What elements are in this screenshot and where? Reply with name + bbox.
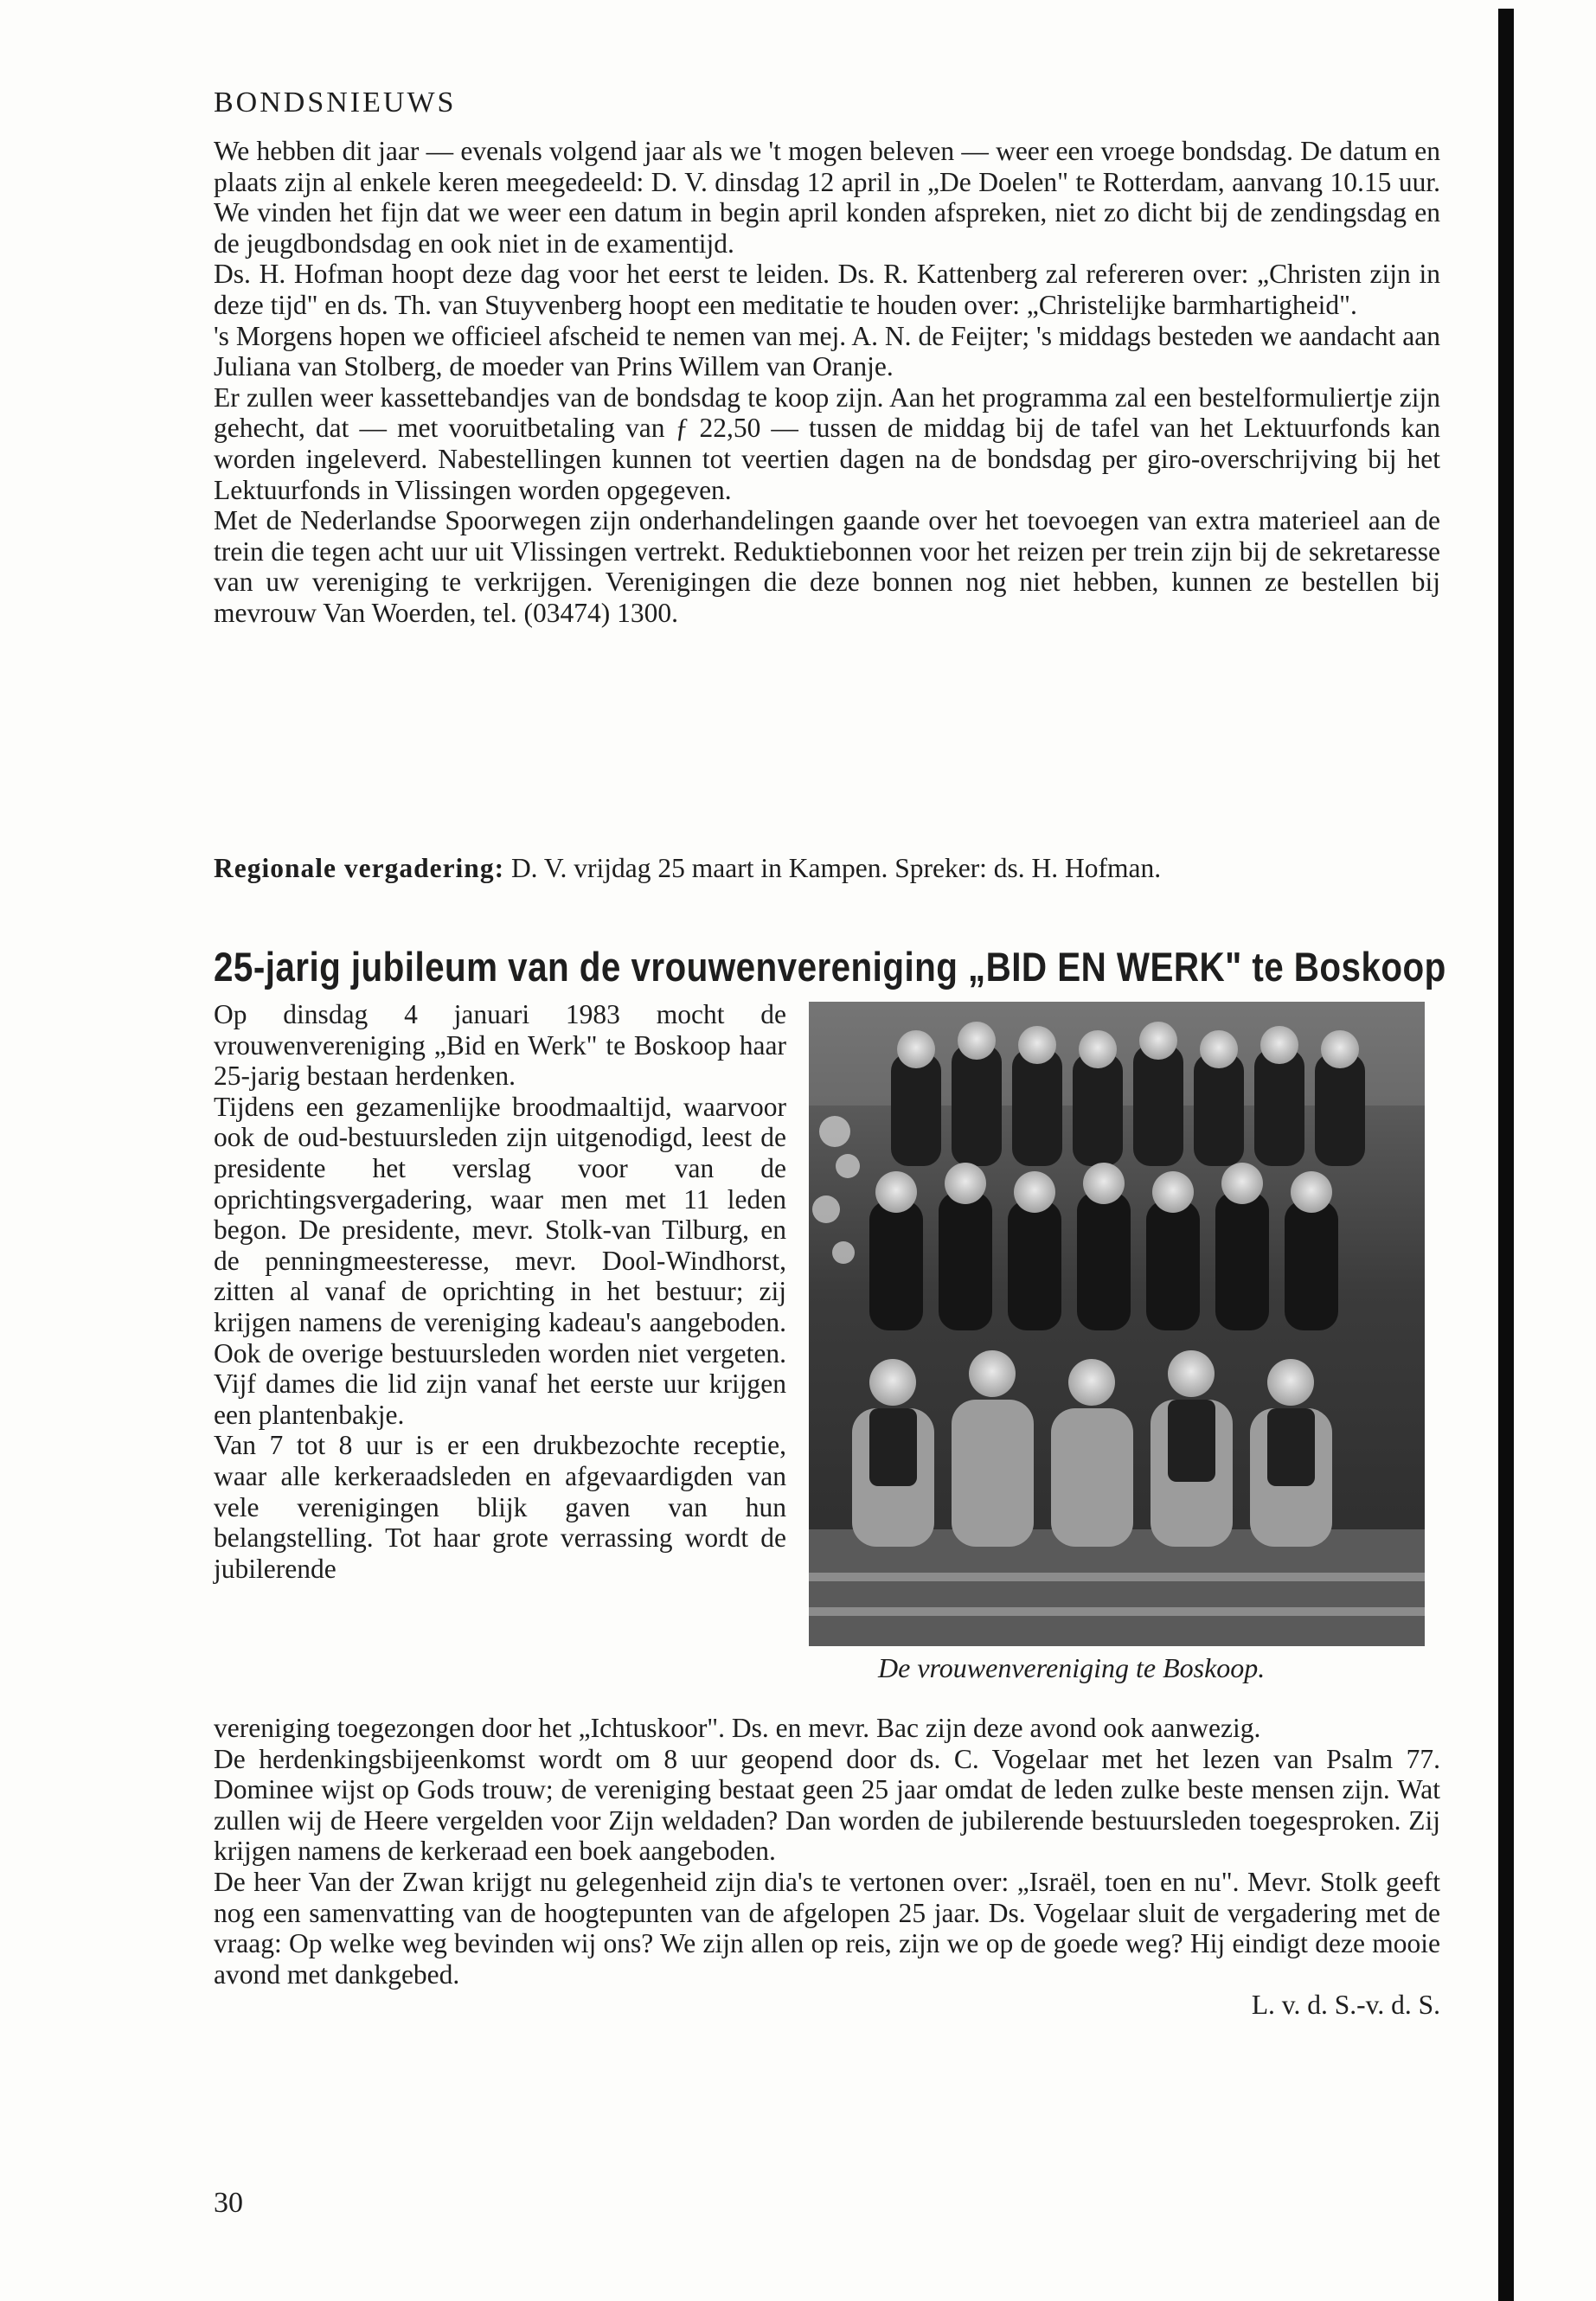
bondsnieuws-paragraph: Met de Nederlandse Spoorwegen zijn onderhandelingen gaande over het toevoegen van extra materieel aan de trein die tegen acht uur uit Vlissingen vertrekt. Reduktiebonnen voor het reizen per trein zijn bij de sekretaresse van uw vereniging te verkrijgen. Verenigingen die deze bonnen nog niet hebben, kunnen ze bestellen bij mevrouw Van Woerden, tel. (03474) 1300. bbox=[214, 505, 1440, 628]
group-photo-image bbox=[809, 1002, 1425, 1646]
article-paragraph: De herdenkingsbijeenkomst wordt om 8 uur geopend door ds. C. Vogelaar met het lezen van Psalm 77. Dominee wijst op Gods trouw; de vereniging bestaat geen 25 jaar omdat de leden zulke beste mensen zijn. Wat zullen wij de Heere vergelden voor Zijn weldaden? Dan worden de jubilerende bestuursleden toegesproken. Zij krijgen namens de kerkeraad een boek aangeboden. bbox=[214, 1743, 1440, 1867]
article-paragraph: vereniging toegezongen door het „Ichtuskoor". Ds. en mevr. Bac zijn deze avond ook aanwezig. bbox=[214, 1713, 1261, 1743]
page-number: 30 bbox=[214, 2187, 243, 2219]
bondsnieuws-paragraph: Ds. H. Hofman hoopt deze dag voor het eerst te leiden. Ds. R. Kattenberg zal refereren over: „Christen zijn in deze tijd" en ds. Th. van Stuyvenberg hoopt een meditatie te houden over: „Christelijke barmhartigheid". bbox=[214, 259, 1440, 320]
section-title: BONDSNIEUWS bbox=[214, 87, 457, 119]
bondsnieuws-paragraph: We hebben dit jaar — evenals volgend jaar als we 't mogen beleven — weer een vroege bondsdag. De datum en plaats zijn al enkele keren meegedeeld: D. V. dinsdag 12 april in „De Doelen" te Rotterdam, aanvang 10.15 uur. We vinden het fijn dat we weer een datum in begin april konden afspreken, niet zo dicht bij de zendingsdag en de jeugdbondsdag en ook niet in de examentijd. bbox=[214, 136, 1440, 259]
bondsnieuws-paragraph: Er zullen weer kassettebandjes van de bondsdag te koop zijn. Aan het programma zal een bestelformuliertje zijn gehecht, dat — met vooruitbetaling van ƒ 22,50 — tussen de middag bij de tafel van het Lektuurfonds kan worden ingeleverd. Nabestellingen kunnen tot veertien dagen na de bondsdag per giro-overschrijving bij het Lektuurfonds in Vlissingen worden opgegeven. bbox=[214, 381, 1440, 505]
article-paragraph: Tijdens een gezamenlijke broodmaaltijd, waarvoor ook de oud-bestuursleden zijn uitgenodigd, leest de presidente het verslag voor van de oprichtingsvergadering, waar men met 11 leden begon. De presidente, mevr. Stolk-van Tilburg, en de penningmeesteresse, mevr. Dool-Windhorst, zitten al vanaf de oprichting in het bestuur; zij krijgen namens de vereniging kadeau's aangeboden. Ook de overige bestuursleden worden niet vergeten. Vijf dames die lid zijn vanaf het eerste uur krijgen een plantenbakje. bbox=[214, 1091, 786, 1430]
bondsnieuws-body bbox=[214, 136, 1440, 629]
regional-meeting bbox=[214, 853, 1440, 884]
article-paragraph: De heer Van der Zwan krijgt nu gelegenheid zijn dia's te vertonen over: „Israël, toen en nu". Mevr. Stolk geeft nog een samenvatting van de hoogtepunten van de afgelopen 25 jaar. Ds. Vogelaar sluit de vergadering met de vraag: Op welke weg bevinden wij ons? We zijn allen op reis, zijn we op de goede weg? Hij eindigt deze mooie avond met dankgebed. bbox=[214, 1866, 1440, 1990]
signature: L. v. d. S.-v. d. S. bbox=[1251, 1990, 1440, 2021]
article-column bbox=[214, 999, 786, 1584]
regional-meeting-text: D. V. vrijdag 25 maart in Kampen. Spreker: ds. H. Hofman. bbox=[504, 853, 1162, 883]
article-paragraph: Op dinsdag 4 januari 1983 mocht de vrouwenvereniging „Bid en Werk" te Boskoop haar 25-jarig bestaan herdenken. bbox=[214, 999, 786, 1092]
article-title: 25-jarig jubileum van de vrouwenvereniging „BID EN WERK" te Boskoop bbox=[214, 944, 1446, 990]
article-paragraph: Van 7 tot 8 uur is er een drukbezochte receptie, waar alle kerkeraadsleden en afgevaardigden van vele verenigingen blijk gaven van hun belangstelling. Tot haar grote verrassing wordt de jubilerende bbox=[214, 1430, 786, 1584]
bondsnieuws-paragraph: 's Morgens hopen we officieel afscheid te nemen van mej. A. N. de Feijter; 's middags besteden we aandacht aan Juliana van Stolberg, de moeder van Prins Willem van Oranje. bbox=[214, 320, 1440, 382]
group-photo bbox=[809, 1002, 1425, 1646]
scan-edge-bar bbox=[1498, 9, 1514, 2301]
photo-caption: De vrouwenvereniging te Boskoop. bbox=[878, 1652, 1266, 1683]
regional-meeting-label: Regionale vergadering: bbox=[214, 853, 505, 883]
article-continuation bbox=[214, 1713, 1440, 2021]
